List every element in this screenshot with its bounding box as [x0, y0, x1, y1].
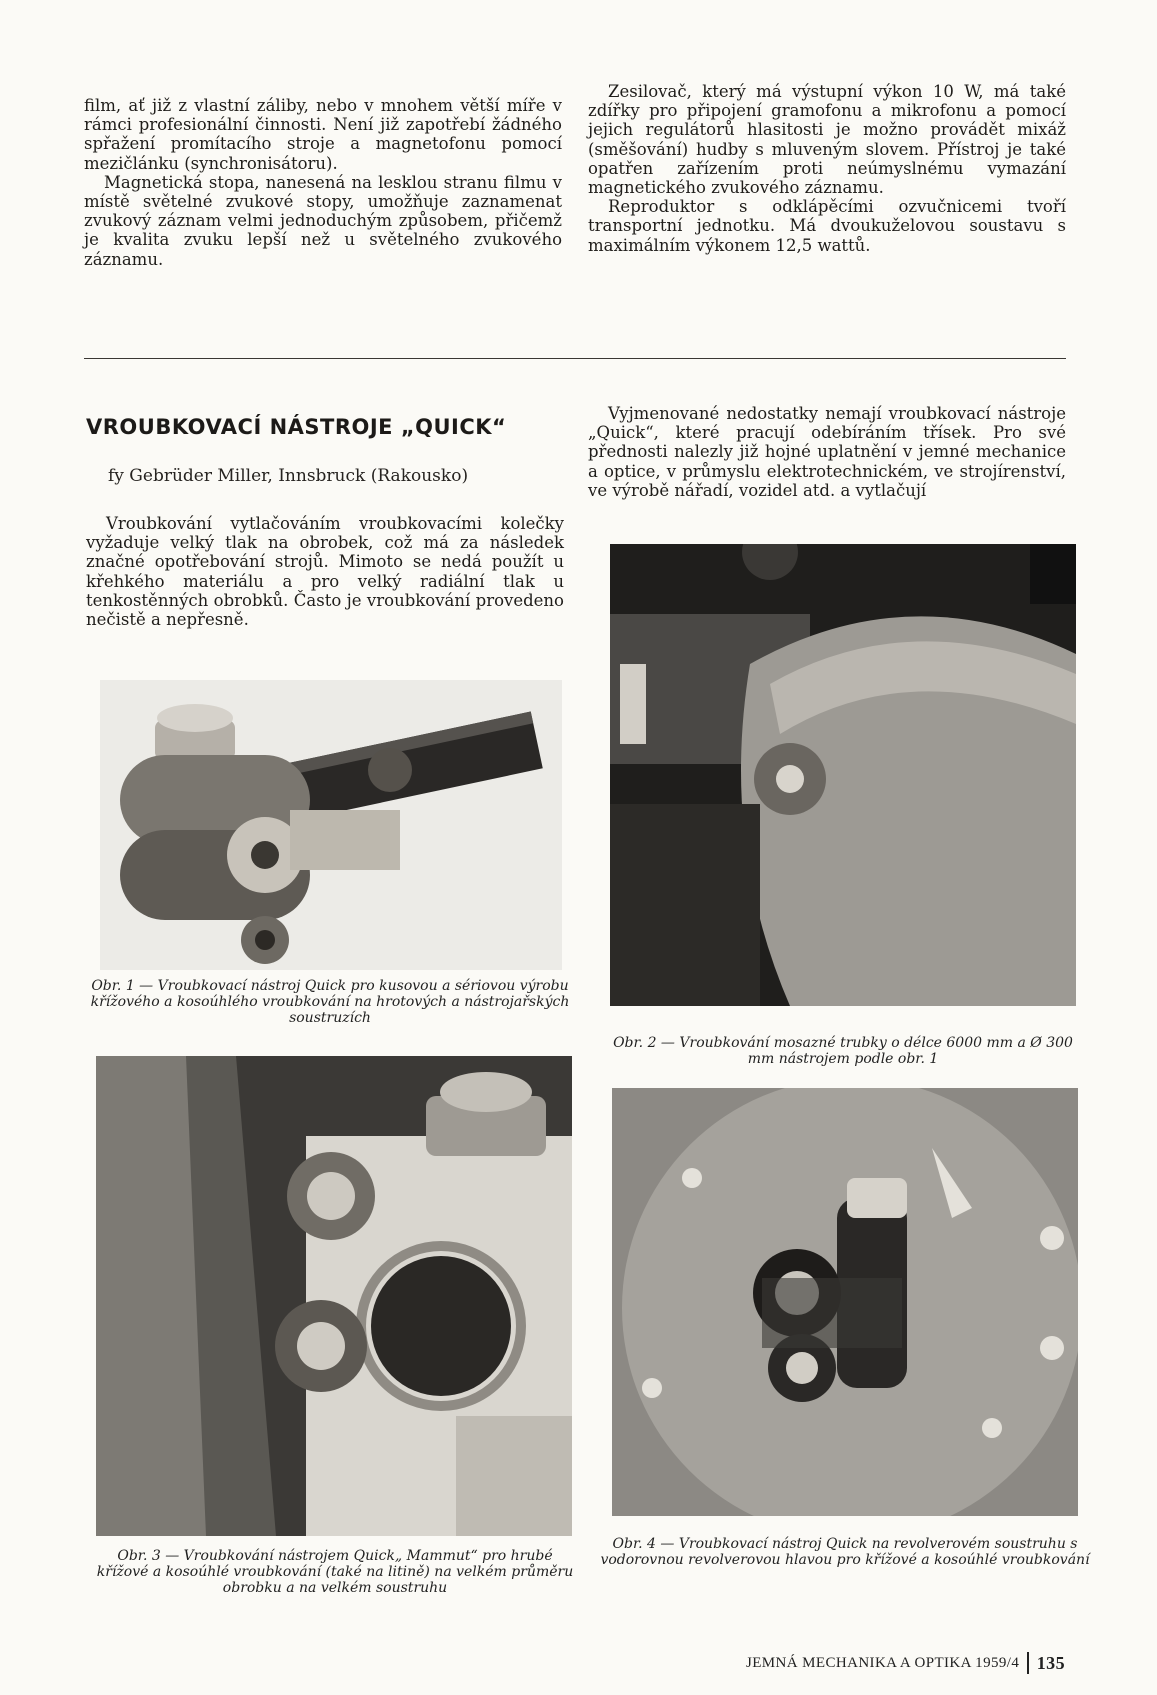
figure-3-caption: Obr. 3 — Vroubkování nástrojem Quick„ Mammut“ pro hrubé křížové a kosoúhlé vroubkování (také na litině) na velkém průměru obrobku a na velkém soustruhu: [96, 1548, 574, 1596]
article-left-paragraph: Vroubkování vytlačováním vroubkovacími kolečky vyžaduje velký tlak na obrobek, což má za následek značné opotřebování strojů. Mimoto se nedá použít u křehkého materiálu a pro velký radiální tlak u tenkostěnných obrobků. Často je vroubkování provedeno nečistě a nepřesně.: [86, 514, 564, 630]
journal-name: JEMNÁ MECHANIKA A OPTIKA 1959/4: [746, 1654, 1020, 1671]
top-right-column: [588, 82, 1066, 255]
top-left-column: [84, 96, 562, 269]
figure-4-caption-text: Vroubkovací nástroj Quick na revolverovém soustruhu s vodorovnou revolverovou hlavou pro křížové a kosoúhlé vroubkování: [600, 1536, 1090, 1568]
top-left-paragraph-1: film, ať již z vlastní záliby, nebo v mnohem větší míře v rámci profesionální činnosti. Není již zapotřebí žádného spřažení promítacího stroje a magnetofonu pomocí mezičlánku (synchronisátoru).: [84, 96, 562, 173]
figure-1-caption: Obr. 1 — Vroubkovací nástroj Quick pro kusovou a sériovou výrobu křížového a kosoúhlého vroubkování na hrotových a nástrojařských soustruzích: [90, 978, 570, 1026]
figure-1-caption-text: Vroubkovací nástroj Quick pro kusovou a sériovou výrobu křížového a kosoúhlého vroubkování na hrotových a nástrojařských soustruzích: [90, 978, 570, 1026]
figure-4-photo: [612, 1088, 1078, 1516]
figure-4-label: Obr. 4: [612, 1536, 656, 1552]
top-right-paragraph-1: Zesilovač, který má výstupní výkon 10 W, má také zdířky pro připojení gramofonu a mikrofonu a pomocí jejich regulátorů hlasitosti je možno provádět mixáž (směšování) hudby s mluveným slovem. Přístroj je také opatřen zařízením proti neúmyslnému vymazání magnetického zvukového záznamu.: [588, 82, 1066, 198]
figure-3-label: Obr. 3: [117, 1548, 161, 1564]
figure-1-label: Obr. 1: [91, 978, 135, 994]
article-right-paragraph: Vyjmenované nedostatky nemají vroubkovací nástroje „Quick“, které pracují odebíráním třísek. Pro své přednosti nalezly již hojné uplatnění v jemné mechanice a optice, v průmyslu elektrotechnickém, ve strojírenství, ve výrobě nářadí, vozidel atd. a vytlačují: [588, 404, 1066, 500]
section-divider: [84, 358, 1066, 359]
page-number: 135: [1036, 1652, 1065, 1673]
page-footer: [746, 1652, 1065, 1674]
figure-2-label: Obr. 2: [613, 1035, 657, 1051]
top-left-paragraph-2: Magnetická stopa, nanesená na lesklou stranu filmu v místě světelné zvukové stopy, umožňuje zaznamenat zvukový záznam velmi jednoduchým způsobem, přičemž je kvalita zvuku lepší než u světelného zvukového záznamu.: [84, 172, 562, 269]
footer-separator: [1027, 1652, 1029, 1674]
article-right-column: [588, 404, 1066, 500]
figure-2-caption-text: Vroubkování mosazné trubky o délce 6000 mm a Ø 300 mm nástrojem podle obr. 1: [679, 1035, 1073, 1067]
figure-2-caption: Obr. 2 — Vroubkování mosazné trubky o délce 6000 mm a Ø 300 mm nástrojem podle obr. 1: [613, 1035, 1073, 1067]
top-right-paragraph-2: Reproduktor s odklápěcími ozvučnicemi tvoří transportní jednotku. Má dvoukuželovou soustavu s maximálním výkonem 12,5 wattů.: [588, 197, 1066, 255]
article-title: VROUBKOVACÍ NÁSTROJE „QUICK“: [86, 415, 507, 439]
figure-3-photo: [96, 1056, 572, 1536]
figure-3-caption-text: Vroubkování nástrojem Quick„ Mammut“ pro hrubé křížové a kosoúhlé vroubkování (také na litině) na velkém průměru obrobku a na velkém soustruhu: [96, 1548, 574, 1596]
figure-1-photo: [100, 680, 562, 970]
article-left-column: [86, 514, 564, 629]
article-subtitle: fy Gebrüder Miller, Innsbruck (Rakousko): [108, 466, 469, 486]
figure-2-photo: [610, 544, 1076, 1006]
figure-4-caption: Obr. 4 — Vroubkovací nástroj Quick na revolverovém soustruhu s vodorovnou revolverovou hlavou pro křížové a kosoúhlé vroubkování: [600, 1536, 1090, 1568]
